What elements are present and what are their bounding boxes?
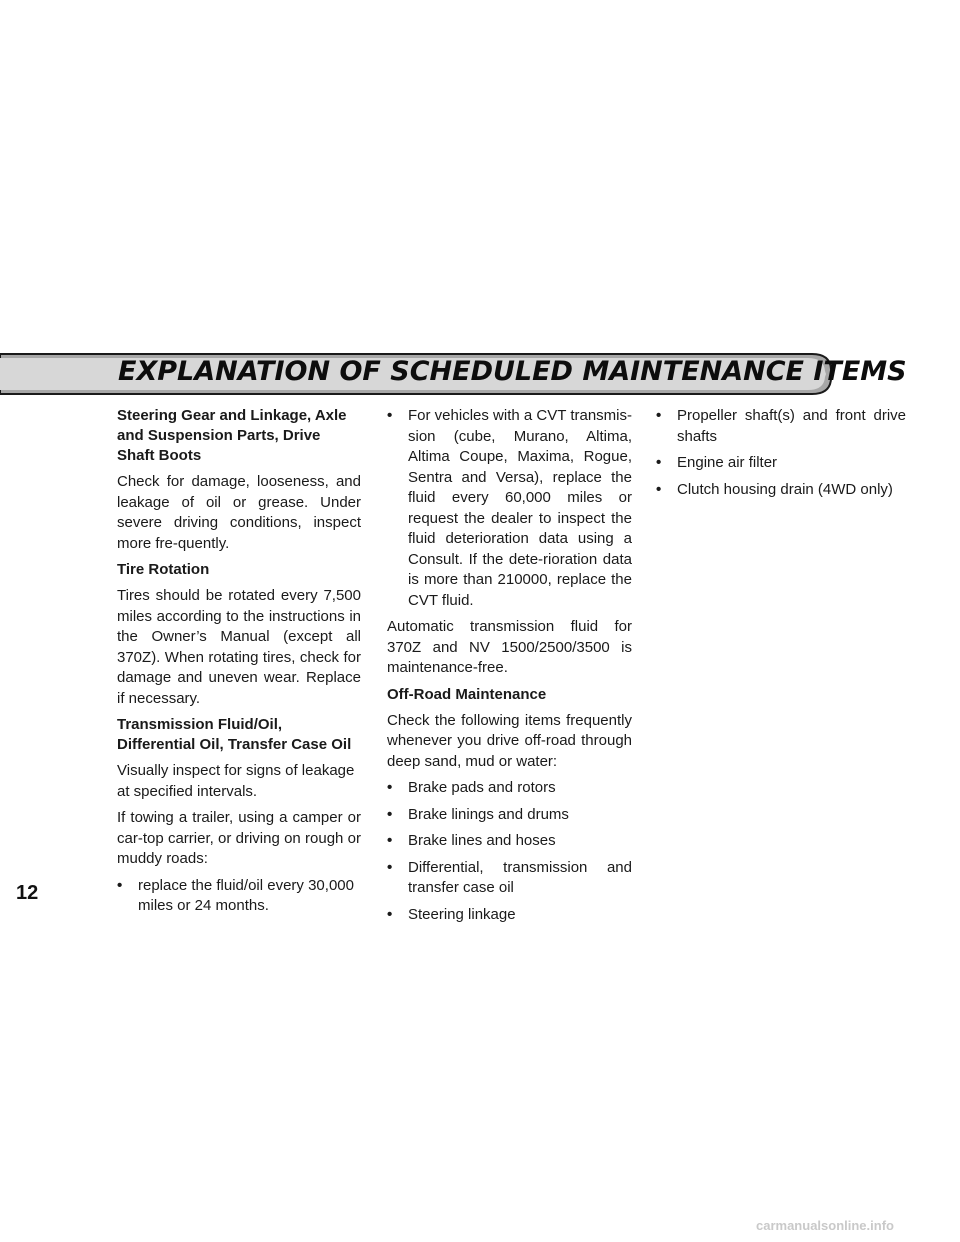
column-3 [656, 406, 906, 506]
list-item-text: Brake pads and rotors [408, 779, 556, 796]
heading-steering-gear: Steering Gear and Linkage, Axle and Suspension Parts, Drive Shaft Boots [117, 407, 347, 464]
bullet-icon: • [656, 454, 662, 471]
bullet-icon: • [387, 832, 393, 849]
section-banner [0, 351, 907, 397]
heading-off-road: Off-Road Maintenance [387, 685, 547, 703]
towing-list [117, 876, 361, 917]
paragraph-towing: If towing a trailer, using a camper or car-top carrier, or driving on rough or muddy roads: [117, 809, 361, 867]
bullet-icon: • [387, 858, 393, 876]
paragraph-leakage: Visually inspect for signs of leakage at specified intervals. [117, 762, 355, 800]
paragraph-steering-gear: Check for damage, looseness, and leakage of oil or grease. Under severe driving conditions, inspect more fre-quently. [117, 473, 361, 552]
page-number: 12 [16, 882, 39, 904]
bullet-icon: • [387, 779, 393, 796]
list-item-text: Differential, transmission and transfer case oil [408, 858, 632, 896]
bullet-icon: • [387, 407, 393, 424]
list-item [387, 778, 632, 799]
off-road-list-continued [656, 406, 906, 500]
list-item [656, 453, 906, 474]
list-item [656, 406, 906, 447]
list-item [387, 858, 632, 899]
section-title: EXPLANATION OF SCHEDULED MAINTENANCE ITEMS [118, 356, 907, 387]
bullet-icon: • [117, 876, 123, 894]
watermark: carmanualsonline.info [756, 1218, 894, 1233]
list-item-text: Steering linkage [408, 905, 516, 923]
bullet-icon: • [656, 480, 662, 498]
list-item-text: For vehicles with a CVT transmis-sion (cube, Murano, Altima, Altima Coupe, Maxima, Rogue, Sentra and Versa), replace the fluid every 60,000 miles or request the dealer to inspect the fluid deterioration data using a Consult. If the dete-rioration data is more than 210000, replace the CVT fluid. [408, 407, 632, 609]
list-item-text: replace the fluid/oil every 30,000 miles or 24 months. [138, 876, 354, 914]
list-item [387, 831, 632, 852]
heading-transmission-fluid: Transmission Fluid/Oil, Differential Oil, Transfer Case Oil [117, 716, 352, 753]
bullet-icon: • [387, 905, 393, 923]
list-item [387, 805, 632, 826]
list-item-text: Propeller shaft(s) and front drive shafts [677, 407, 906, 445]
list-item [387, 905, 632, 926]
bullet-icon: • [387, 805, 393, 823]
list-item [387, 406, 632, 611]
list-item-text: Engine air filter [677, 454, 778, 471]
cvt-list [387, 406, 632, 611]
list-item-text: Brake lines and hoses [408, 832, 556, 849]
paragraph-off-road: Check the following items frequently whenever you drive off-road through deep sand, mud or water: [387, 711, 632, 770]
paragraph-automatic-transmission: Automatic transmission fluid for 370Z and NV 1500/2500/3500 is maintenance-free. [387, 618, 632, 676]
list-item [656, 480, 906, 501]
paragraph-tire-rotation: Tires should be rotated every 7,500 miles according to the instructions in the Owner’s Manual (except all 370Z). When rotating tires, check for damage and uneven wear. Replace if necessary. [117, 587, 361, 707]
heading-tire-rotation: Tire Rotation [117, 561, 210, 578]
column-1 [117, 406, 361, 923]
list-item-text: Clutch housing drain (4WD only) [677, 480, 893, 498]
column-2 [387, 406, 632, 931]
list-item-text: Brake linings and drums [408, 805, 569, 823]
list-item [117, 876, 361, 917]
off-road-list [387, 778, 632, 925]
bullet-icon: • [656, 407, 662, 424]
